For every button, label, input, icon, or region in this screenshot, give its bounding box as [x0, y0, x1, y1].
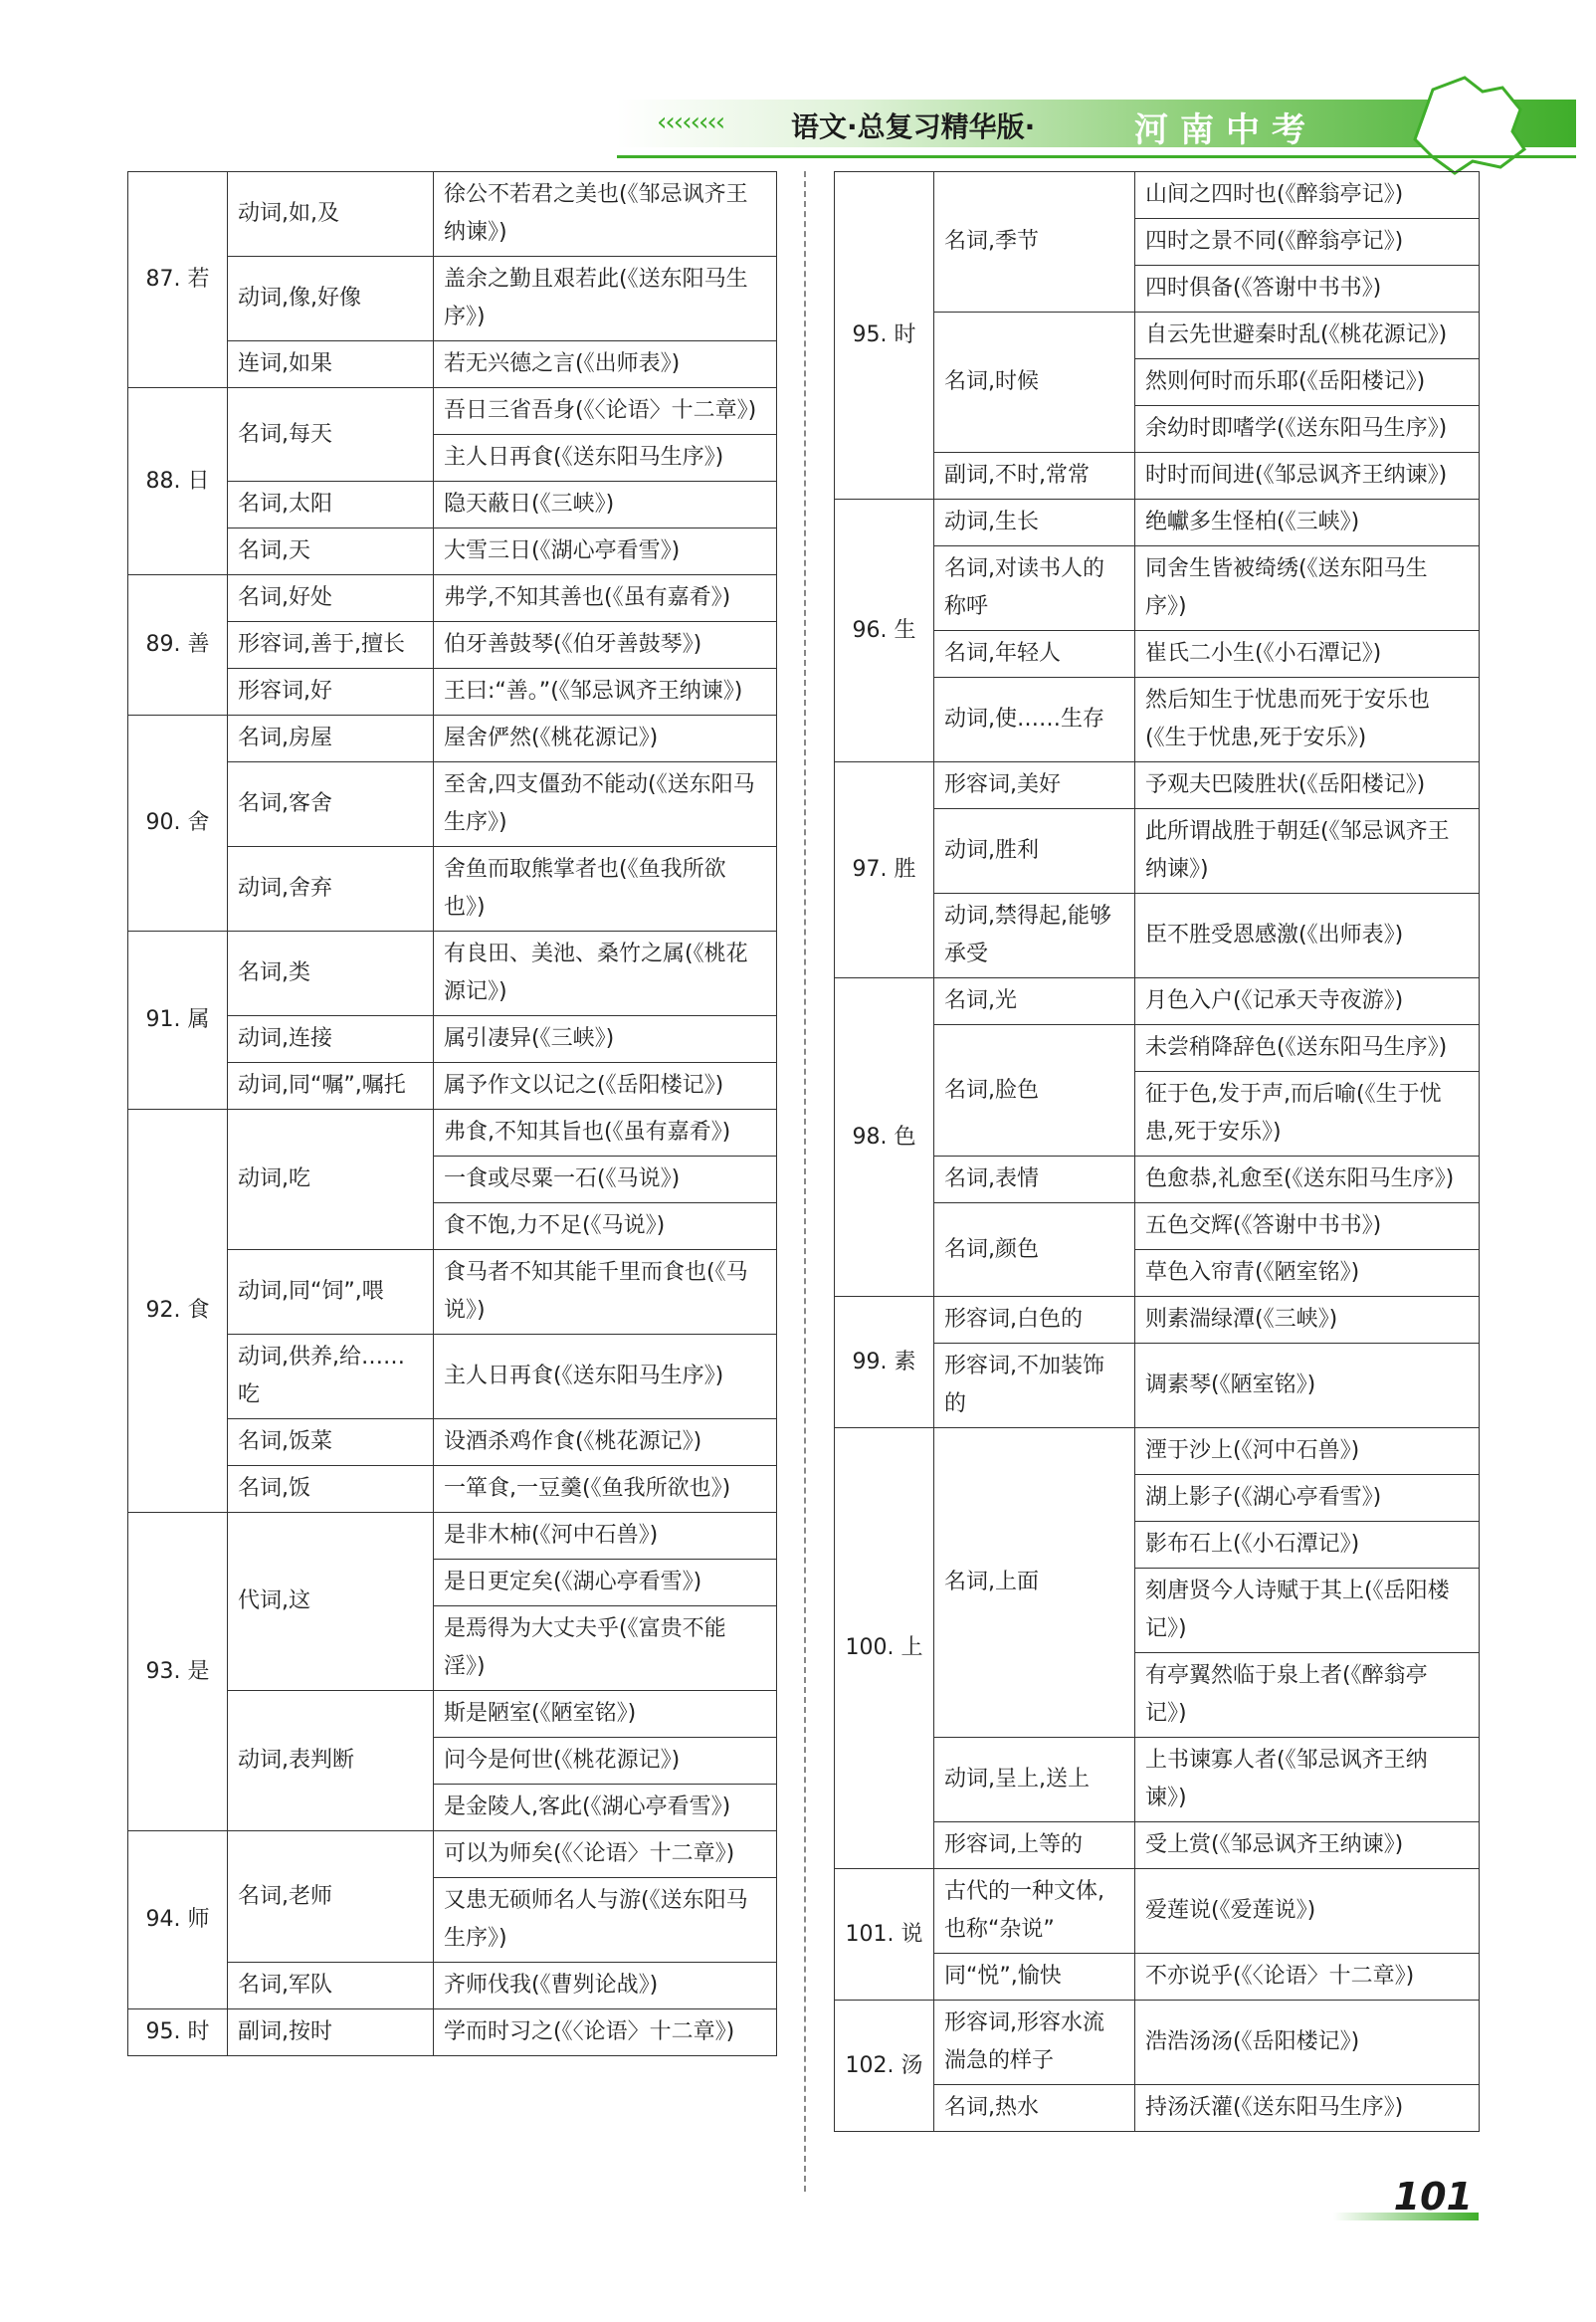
sense-label: 名词,表情	[934, 1157, 1135, 1203]
table-row	[835, 172, 1480, 219]
sense-label: 动词,同“嘱”,嘱托	[228, 1063, 434, 1110]
header-arrows: ‹‹‹‹‹‹‹‹	[657, 107, 724, 137]
table-row	[835, 1297, 1480, 1344]
column-divider	[804, 171, 806, 2192]
example-sentence: 斯是陋室(《陋室铭》)	[434, 1691, 777, 1738]
entry-character: 95. 时	[835, 172, 934, 500]
example-sentence: 月色入户(《记承天寺夜游》)	[1135, 978, 1480, 1025]
sense-label: 形容词,好	[228, 669, 434, 716]
example-sentence: 色愈恭,礼愈至(《送东阳马生序》)	[1135, 1157, 1480, 1203]
example-sentence: 盖余之勤且艰若此(《送东阳马生序》)	[434, 257, 777, 341]
sense-label: 名词,季节	[934, 172, 1135, 313]
example-sentence: 一箪食,一豆羹(《鱼我所欲也》)	[434, 1466, 777, 1513]
example-sentence: 大雪三日(《湖心亭看雪》)	[434, 528, 777, 575]
sense-label: 名词,军队	[228, 1963, 434, 2009]
book-title: 语文·总复习精华版·	[791, 110, 1036, 143]
example-sentence: 是金陵人,客此(《湖心亭看雪》)	[434, 1785, 777, 1831]
example-sentence: 问今是何世(《桃花源记》)	[434, 1738, 777, 1785]
sense-label: 名词,光	[934, 978, 1135, 1025]
entry-character: 87. 若	[128, 172, 228, 388]
example-sentence: 爱莲说(《爱莲说》)	[1135, 1869, 1480, 1954]
sense-label: 名词,类	[228, 932, 434, 1016]
entry-character: 98. 色	[835, 978, 934, 1297]
sense-label: 名词,热水	[934, 2085, 1135, 2132]
example-sentence: 上书谏寡人者(《邹忌讽齐王纳谏》)	[1135, 1738, 1480, 1822]
sense-label: 名词,上面	[934, 1428, 1135, 1738]
sense-label: 名词,对读书人的称呼	[934, 546, 1135, 631]
entry-character: 95. 时	[128, 2009, 228, 2056]
sense-label: 动词,同“饲”,喂	[228, 1250, 434, 1335]
sense-label: 动词,像,好像	[228, 257, 434, 341]
header-rule	[617, 155, 1576, 158]
example-sentence: 隐天蔽日(《三峡》)	[434, 482, 777, 528]
sense-label: 同“悦”,愉快	[934, 1954, 1135, 2001]
sense-label: 名词,太阳	[228, 482, 434, 528]
example-sentence: 属予作文以记之(《岳阳楼记》)	[434, 1063, 777, 1110]
example-sentence: 吾日三省吾身(《〈论语〉十二章》)	[434, 388, 777, 435]
example-sentence: 影布石上(《小石潭记》)	[1135, 1522, 1480, 1569]
sense-label: 名词,饭菜	[228, 1419, 434, 1466]
entry-character: 91. 属	[128, 932, 228, 1110]
sense-label: 动词,如,及	[228, 172, 434, 257]
sense-label: 名词,年轻人	[934, 631, 1135, 678]
entry-character: 89. 善	[128, 575, 228, 716]
sense-label: 名词,好处	[228, 575, 434, 622]
sense-label: 动词,供养,给……吃	[228, 1335, 434, 1419]
example-sentence: 伯牙善鼓琴(《伯牙善鼓琴》)	[434, 622, 777, 669]
sense-label: 名词,老师	[228, 1831, 434, 1963]
table-row	[835, 978, 1480, 1025]
example-sentence: 弗食,不知其旨也(《虽有嘉肴》)	[434, 1110, 777, 1157]
sense-label: 动词,舍弃	[228, 847, 434, 932]
example-sentence: 舍鱼而取熊掌者也(《鱼我所欲也》)	[434, 847, 777, 932]
example-sentence: 有良田、美池、桑竹之属(《桃花源记》)	[434, 932, 777, 1016]
example-sentence: 予观夫巴陵胜状(《岳阳楼记》)	[1135, 762, 1480, 809]
entry-character: 90. 舍	[128, 716, 228, 932]
table-row	[835, 500, 1480, 546]
example-sentence: 齐师伐我(《曹刿论战》)	[434, 1963, 777, 2009]
example-sentence: 是非木柿(《河中石兽》)	[434, 1513, 777, 1560]
sense-label: 名词,房屋	[228, 716, 434, 762]
table-row	[128, 1831, 777, 1878]
sense-label: 副词,不时,常常	[934, 453, 1135, 500]
table-row	[835, 2001, 1480, 2085]
vocab-table-right	[834, 171, 1480, 2132]
example-sentence: 不亦说乎(《〈论语〉十二章》)	[1135, 1954, 1480, 2001]
example-sentence: 征于色,发于声,而后喻(《生于忧患,死于安乐》)	[1135, 1072, 1480, 1157]
example-sentence: 又患无硕师名人与游(《送东阳马生序》)	[434, 1878, 777, 1963]
example-sentence: 未尝稍降辞色(《送东阳马生序》)	[1135, 1025, 1480, 1072]
example-sentence: 弗学,不知其善也(《虽有嘉肴》)	[434, 575, 777, 622]
example-sentence: 主人日再食(《送东阳马生序》)	[434, 1335, 777, 1419]
example-sentence: 草色入帘青(《陋室铭》)	[1135, 1250, 1480, 1297]
sense-label: 名词,时候	[934, 313, 1135, 453]
entry-character: 93. 是	[128, 1513, 228, 1831]
sense-label: 古代的一种文体,也称“杂说”	[934, 1869, 1135, 1954]
example-sentence: 浩浩汤汤(《岳阳楼记》)	[1135, 2001, 1480, 2085]
sense-label: 动词,胜利	[934, 809, 1135, 894]
example-sentence: 山间之四时也(《醉翁亭记》)	[1135, 172, 1480, 219]
sense-label: 形容词,善于,擅长	[228, 622, 434, 669]
example-sentence: 学而时习之(《〈论语〉十二章》)	[434, 2009, 777, 2056]
entry-character: 92. 食	[128, 1110, 228, 1513]
example-sentence: 刻唐贤今人诗赋于其上(《岳阳楼记》)	[1135, 1569, 1480, 1653]
example-sentence: 属引凄异(《三峡》)	[434, 1016, 777, 1063]
sense-label: 副词,按时	[228, 2009, 434, 2056]
entry-character: 94. 师	[128, 1831, 228, 2009]
sense-label: 名词,每天	[228, 388, 434, 482]
entry-character: 100. 上	[835, 1428, 934, 1869]
sense-label: 形容词,白色的	[934, 1297, 1135, 1344]
sense-label: 动词,生长	[934, 500, 1135, 546]
example-sentence: 臣不胜受恩感激(《出师表》)	[1135, 894, 1480, 978]
example-sentence: 徐公不若君之美也(《邹忌讽齐王纳谏》)	[434, 172, 777, 257]
example-sentence: 若无兴德之言(《出师表》)	[434, 341, 777, 388]
sense-label: 名词,天	[228, 528, 434, 575]
example-sentence: 然后知生于忧患而死于安乐也(《生于忧患,死于安乐》)	[1135, 678, 1480, 762]
sense-label: 形容词,形容水流湍急的样子	[934, 2001, 1135, 2085]
sense-label: 动词,表判断	[228, 1691, 434, 1831]
region-title: 河南中考	[1134, 110, 1317, 150]
table-row	[128, 1110, 777, 1157]
sense-label: 动词,使……生存	[934, 678, 1135, 762]
example-sentence: 湖上影子(《湖心亭看雪》)	[1135, 1475, 1480, 1522]
example-sentence: 主人日再食(《送东阳马生序》)	[434, 435, 777, 482]
example-sentence: 然则何时而乐耶(《岳阳楼记》)	[1135, 359, 1480, 406]
table-row	[128, 575, 777, 622]
example-sentence: 屋舍俨然(《桃花源记》)	[434, 716, 777, 762]
table-row	[835, 1428, 1480, 1475]
henan-map-icon	[1403, 70, 1532, 179]
page-number-box	[1333, 2175, 1479, 2226]
sense-label: 名词,客舍	[228, 762, 434, 847]
table-row	[835, 762, 1480, 809]
sense-label: 形容词,不加装饰的	[934, 1344, 1135, 1428]
entry-character: 99. 素	[835, 1297, 934, 1428]
sense-label: 动词,吃	[228, 1110, 434, 1250]
table-row	[128, 932, 777, 1016]
sense-label: 动词,连接	[228, 1016, 434, 1063]
sense-label: 名词,颜色	[934, 1203, 1135, 1297]
entry-character: 97. 胜	[835, 762, 934, 978]
sense-label: 动词,禁得起,能够承受	[934, 894, 1135, 978]
example-sentence: 此所谓战胜于朝廷(《邹忌讽齐王纳谏》)	[1135, 809, 1480, 894]
vocab-table-left	[127, 171, 777, 2056]
table-row	[128, 388, 777, 435]
table-row	[128, 1513, 777, 1560]
entry-character: 96. 生	[835, 500, 934, 762]
sense-label: 名词,脸色	[934, 1025, 1135, 1157]
example-sentence: 可以为师矣(《〈论语〉十二章》)	[434, 1831, 777, 1878]
example-sentence: 则素湍绿潭(《三峡》)	[1135, 1297, 1480, 1344]
example-sentence: 至舍,四支僵劲不能动(《送东阳马生序》)	[434, 762, 777, 847]
example-sentence: 食不饱,力不足(《马说》)	[434, 1203, 777, 1250]
example-sentence: 余幼时即嗜学(《送东阳马生序》)	[1135, 406, 1480, 453]
example-sentence: 是焉得为大丈夫乎(《富贵不能淫》)	[434, 1606, 777, 1691]
example-sentence: 是日更定矣(《湖心亭看雪》)	[434, 1560, 777, 1606]
sense-label: 形容词,美好	[934, 762, 1135, 809]
entry-character: 101. 说	[835, 1869, 934, 2001]
sense-label: 名词,饭	[228, 1466, 434, 1513]
example-sentence: 时时而间进(《邹忌讽齐王纳谏》)	[1135, 453, 1480, 500]
example-sentence: 设酒杀鸡作食(《桃花源记》)	[434, 1419, 777, 1466]
example-sentence: 崔氏二小生(《小石潭记》)	[1135, 631, 1480, 678]
table-row	[128, 172, 777, 257]
entry-character: 102. 汤	[835, 2001, 934, 2132]
example-sentence: 食马者不知其能千里而食也(《马说》)	[434, 1250, 777, 1335]
sense-label: 动词,呈上,送上	[934, 1738, 1135, 1822]
example-sentence: 受上赏(《邹忌讽齐王纳谏》)	[1135, 1822, 1480, 1869]
sense-label: 形容词,上等的	[934, 1822, 1135, 1869]
table-row	[128, 716, 777, 762]
example-sentence: 湮于沙上(《河中石兽》)	[1135, 1428, 1480, 1475]
sense-label: 代词,这	[228, 1513, 434, 1691]
page-number: 101	[1393, 2175, 1473, 2218]
table-row	[128, 2009, 777, 2056]
page-header	[617, 100, 1576, 150]
example-sentence: 自云先世避秦时乱(《桃花源记》)	[1135, 313, 1480, 359]
example-sentence: 绝巘多生怪柏(《三峡》)	[1135, 500, 1480, 546]
sense-label: 连词,如果	[228, 341, 434, 388]
example-sentence: 调素琴(《陋室铭》)	[1135, 1344, 1480, 1428]
example-sentence: 四时之景不同(《醉翁亭记》)	[1135, 219, 1480, 266]
entry-character: 88. 日	[128, 388, 228, 575]
example-sentence: 一食或尽粟一石(《马说》)	[434, 1157, 777, 1203]
table-row	[835, 1869, 1480, 1954]
example-sentence: 四时俱备(《答谢中书书》)	[1135, 266, 1480, 313]
example-sentence: 同舍生皆被绮绣(《送东阳马生序》)	[1135, 546, 1480, 631]
example-sentence: 王曰:“善。”(《邹忌讽齐王纳谏》)	[434, 669, 777, 716]
example-sentence: 有亭翼然临于泉上者(《醉翁亭记》)	[1135, 1653, 1480, 1738]
example-sentence: 五色交辉(《答谢中书书》)	[1135, 1203, 1480, 1250]
example-sentence: 持汤沃灌(《送东阳马生序》)	[1135, 2085, 1480, 2132]
